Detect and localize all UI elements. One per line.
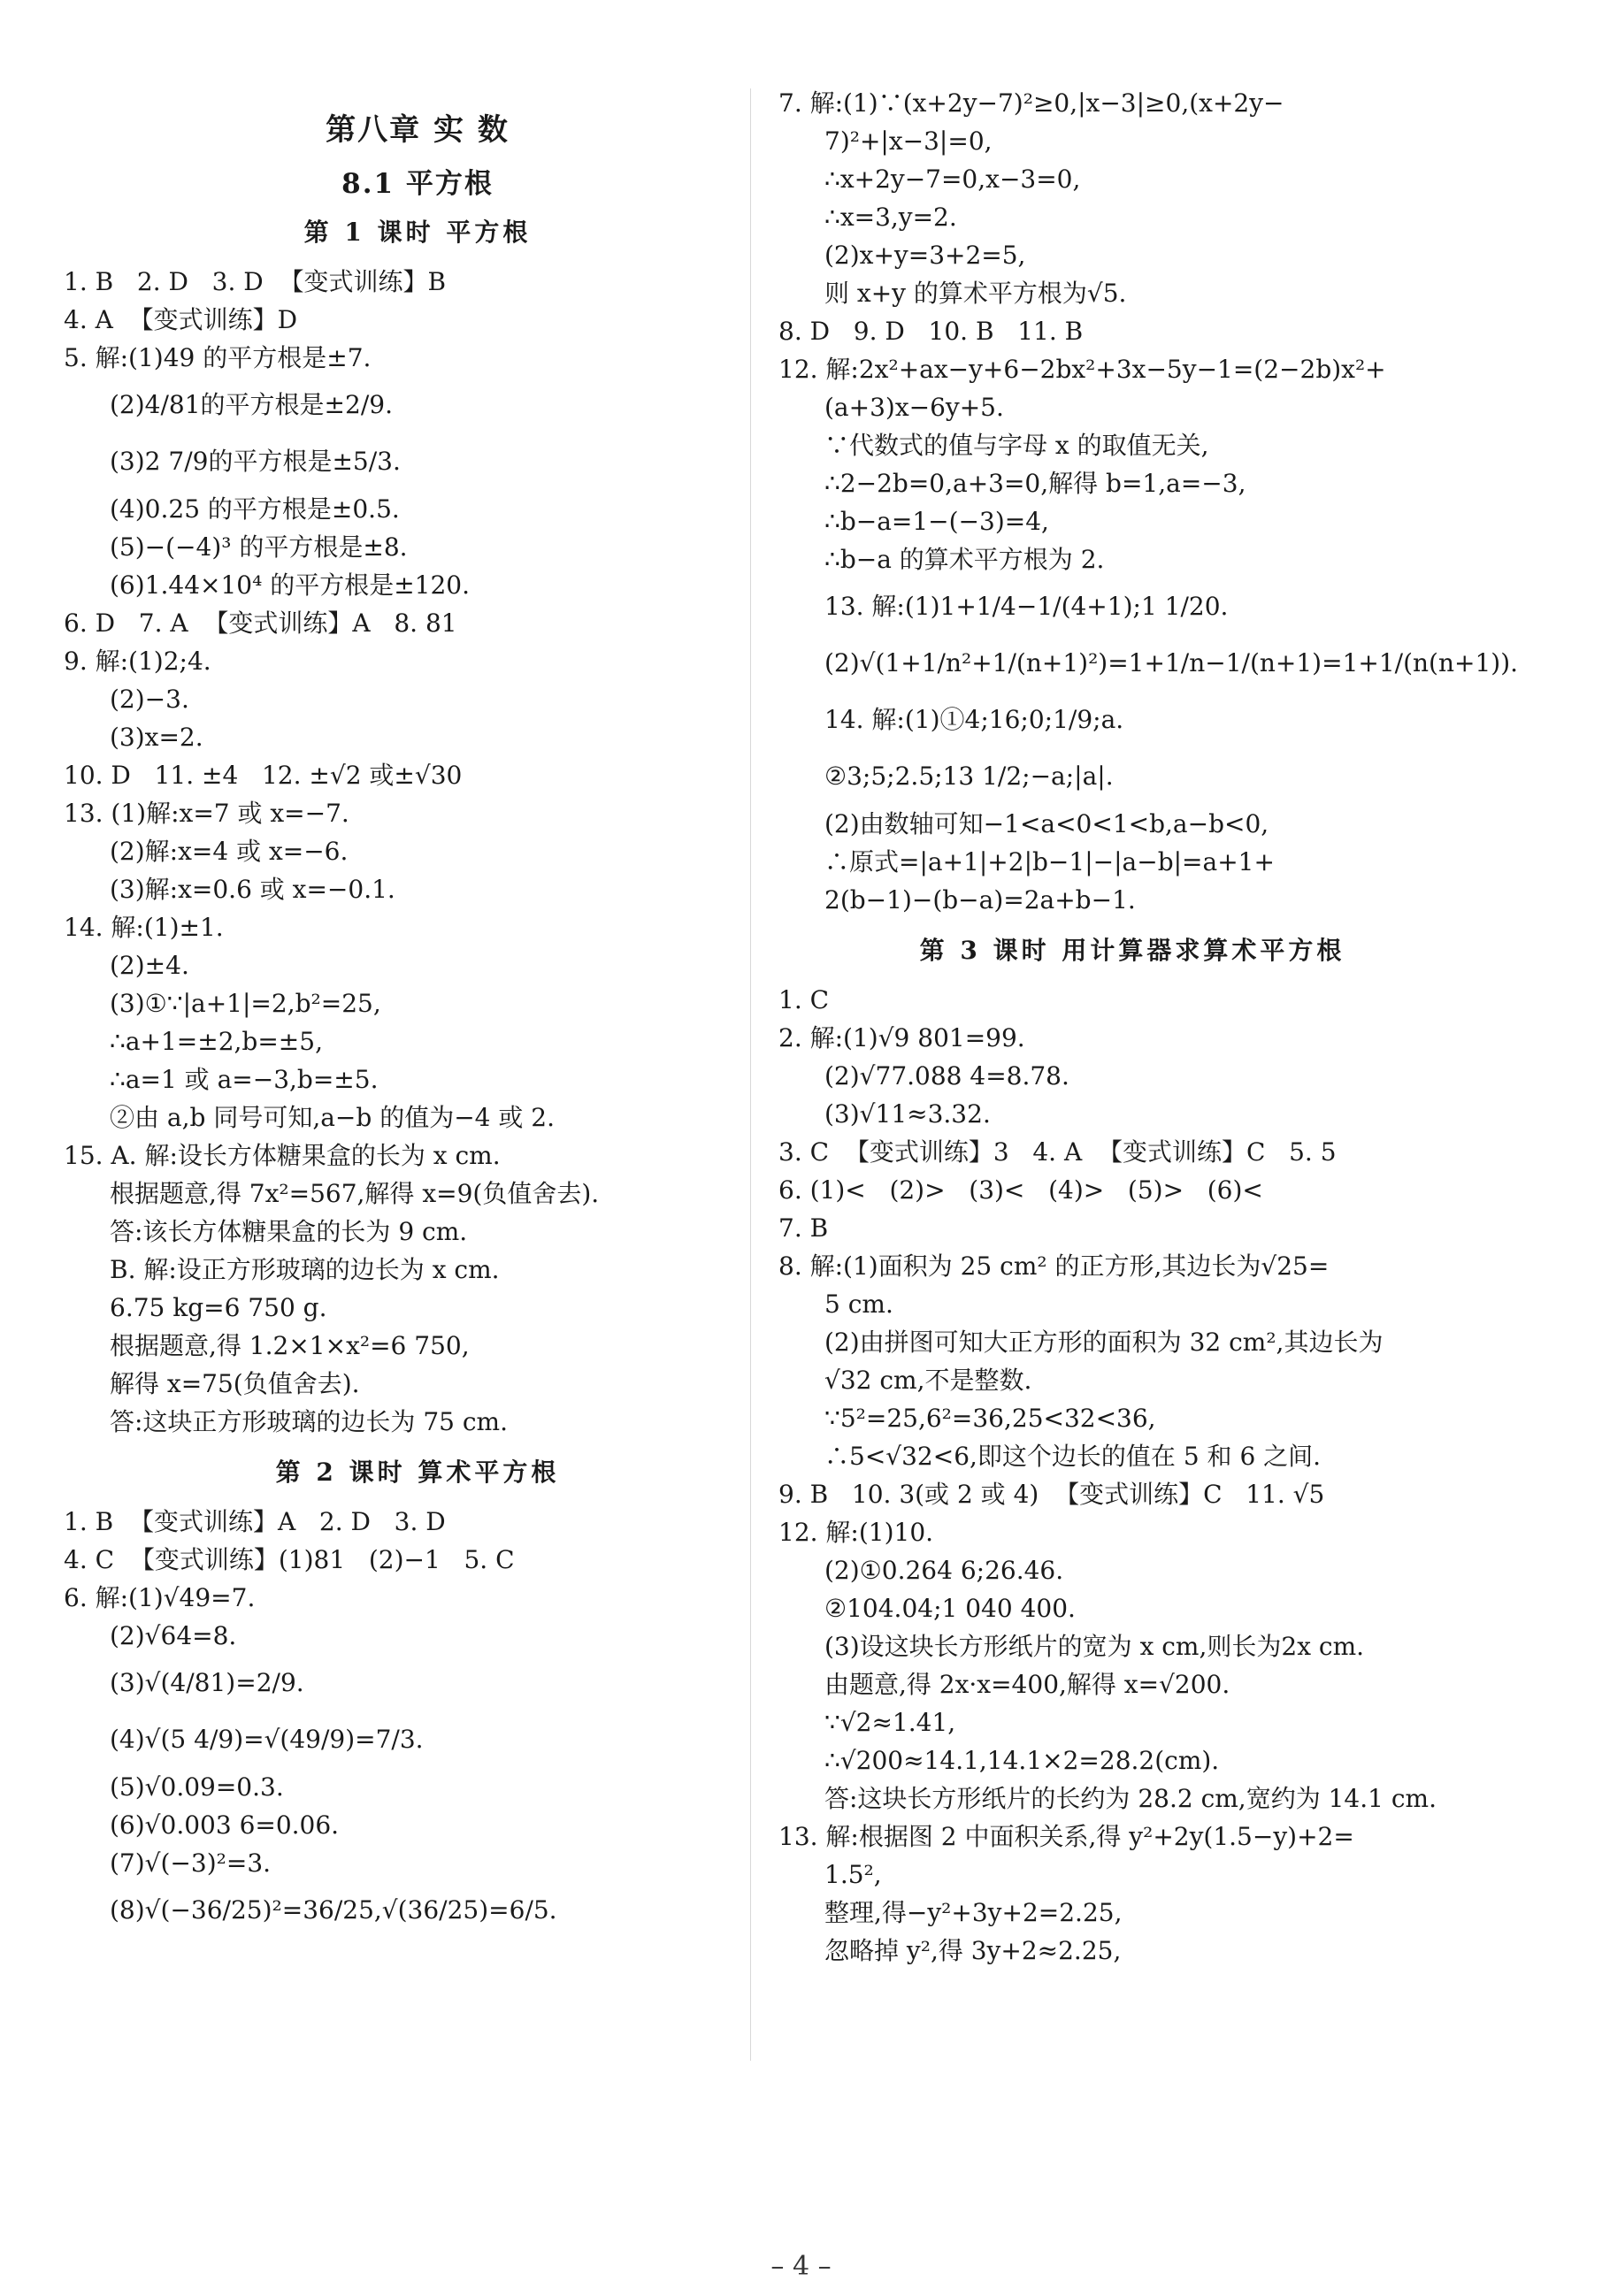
answer-line: ∵√2≈1.41,	[824, 1708, 956, 1737]
answer-line: (2)①0.264 6;26.46.	[824, 1556, 1064, 1585]
answer-line: 15. A. 解:设长方体糖果盒的长为 x cm.	[64, 1141, 501, 1170]
answer-line: (3)①∵|a+1|=2,b²=25,	[110, 989, 381, 1018]
answer-line: ∵代数式的值与字母 x 的取值无关,	[824, 431, 1209, 460]
answer-line: 5 cm.	[824, 1290, 893, 1319]
column-divider	[750, 88, 751, 2061]
answer-line: 13. (1)解:x=7 或 x=−7.	[64, 799, 349, 828]
answer-line: 由题意,得 2x·x=400,解得 x=√200.	[824, 1670, 1230, 1699]
answer-line: 7)²+|x−3|=0,	[824, 126, 993, 156]
answer-line: (2)±4.	[110, 951, 189, 980]
answer-line: B. 解:设正方形玻璃的边长为 x cm.	[110, 1255, 500, 1284]
answer-line: 13. 解:根据图 2 中面积关系,得 y²+2y(1.5−y)+2=	[778, 1822, 1354, 1851]
answer-line: √32 cm,不是整数.	[824, 1366, 1032, 1395]
answer-line: 忽略掉 y²,得 3y+2≈2.25,	[824, 1936, 1122, 1965]
answer-line: ∴x=3,y=2.	[824, 203, 957, 232]
answer-line: ∴a=1 或 a=−3,b=±5.	[110, 1065, 379, 1094]
answer-line: (2)√77.088 4=8.78.	[824, 1061, 1069, 1091]
answer-line: 14. 解:(1)①4;16;0;1/9;a.	[824, 705, 1124, 734]
answer-line: ∴2−2b=0,a+3=0,解得 b=1,a=−3,	[824, 469, 1246, 498]
left-column	[64, 84, 771, 1939]
answer-line: (3)2 7/9的平方根是±5/3.	[110, 447, 401, 476]
page-number: – 4 –	[770, 2251, 832, 2282]
answer-line: 2(b−1)−(b−a)=2a+b−1.	[824, 885, 1136, 915]
answer-line: 1.5²,	[824, 1860, 882, 1889]
answer-line: 12. 解:2x²+ax−y+6−2bx²+3x−5y−1=(2−2b)x²+	[778, 355, 1386, 384]
answer-line: (6)1.44×10⁴ 的平方根是±120.	[110, 570, 471, 600]
answer-line: 6. (1)< (2)> (3)< (4)> (5)> (6)<	[778, 1175, 1263, 1205]
answer-line: 4. A 【变式训练】D	[64, 305, 298, 334]
answer-line: ∵5²=25,6²=36,25<32<36,	[824, 1404, 1156, 1433]
answer-line: 10. D 11. ±4 12. ±√2 或±√30	[64, 761, 463, 790]
answer-line: (2)√64=8.	[110, 1621, 237, 1650]
answer-line: ∴原式=|a+1|+2|b−1|−|a−b|=a+1+	[824, 847, 1275, 876]
answer-line: 整理,得−y²+3y+2=2.25,	[824, 1898, 1123, 1927]
section-title: 8.1 平方根	[341, 168, 494, 200]
answer-line: ∴5<√32<6,即这个边长的值在 5 和 6 之间.	[824, 1442, 1322, 1471]
answer-line: (2)−3.	[110, 685, 189, 714]
answer-line: 9. 解:(1)2;4.	[64, 647, 211, 676]
answer-line: (6)√0.003 6=0.06.	[110, 1810, 340, 1840]
answer-line: ②104.04;1 040 400.	[824, 1594, 1076, 1623]
answer-line: (4)√(5 4/9)=√(49/9)=7/3.	[110, 1725, 424, 1754]
answer-line: 1. C	[778, 985, 830, 1014]
answer-line: 4. C 【变式训练】(1)81 (2)−1 5. C	[64, 1545, 515, 1574]
answer-line: 解得 x=75(负值舍去).	[110, 1369, 360, 1398]
answer-line: (5)−(−4)³ 的平方根是±8.	[110, 532, 408, 562]
answer-line: (2)x+y=3+2=5,	[824, 241, 1026, 270]
answer-line: (3)√11≈3.32.	[824, 1099, 991, 1129]
right-column	[778, 84, 1519, 1970]
answer-line: (4)0.25 的平方根是±0.5.	[110, 494, 400, 524]
answer-line: 14. 解:(1)±1.	[64, 913, 224, 942]
answer-line: (3)x=2.	[110, 723, 203, 752]
answer-line: (3)√(4/81)=2/9.	[110, 1668, 304, 1697]
answer-line: 5. 解:(1)49 的平方根是±7.	[64, 343, 372, 372]
answer-line: (2)√(1+1/n²+1/(n+1)²)=1+1/n−1/(n+1)=1+1/(n(n+1)).	[824, 648, 1519, 677]
answer-line: 3. C 【变式训练】3 4. A 【变式训练】C 5. 5	[778, 1137, 1337, 1167]
answer-line: (7)√(−3)²=3.	[110, 1848, 272, 1878]
answer-line: ∴b−a=1−(−3)=4,	[824, 507, 1049, 536]
lesson-title: 第 2 课时 算术平方根	[275, 1458, 560, 1487]
answer-line: (a+3)x−6y+5.	[824, 393, 1004, 422]
answer-line: 1. B 【变式训练】A 2. D 3. D	[64, 1507, 446, 1536]
answer-line: 6.75 kg=6 750 g.	[110, 1293, 327, 1322]
answer-line: 2. 解:(1)√9 801=99.	[778, 1023, 1025, 1052]
answer-line: (5)√0.09=0.3.	[110, 1772, 284, 1802]
answer-line: 6. D 7. A 【变式训练】A 8. 81	[64, 608, 457, 638]
answer-line: 则 x+y 的算术平方根为√5.	[824, 279, 1127, 308]
answer-line: 9. B 10. 3(或 2 或 4) 【变式训练】C 11. √5	[778, 1480, 1325, 1509]
answer-line: (2)4/81的平方根是±2/9.	[110, 390, 393, 419]
answer-line: 答:这块正方形玻璃的边长为 75 cm.	[110, 1407, 508, 1436]
answer-line: 7. B	[778, 1213, 829, 1243]
answer-line: 13. 解:(1)1+1/4−1/(4+1);1 1/20.	[824, 592, 1229, 621]
answer-line: (2)解:x=4 或 x=−6.	[110, 837, 349, 866]
answer-line: (3)解:x=0.6 或 x=−0.1.	[110, 875, 395, 904]
answer-line: 12. 解:(1)10.	[778, 1518, 934, 1547]
answer-line: 答:该长方体糖果盒的长为 9 cm.	[110, 1217, 468, 1246]
answer-line: (2)由拼图可知大正方形的面积为 32 cm²,其边长为	[824, 1328, 1384, 1357]
answer-line: ∴x+2y−7=0,x−3=0,	[824, 165, 1081, 194]
chapter-title: 第八章 实 数	[326, 112, 510, 148]
lesson-title: 第 3 课时 用计算器求算术平方根	[919, 936, 1345, 965]
answer-line: 1. B 2. D 3. D 【变式训练】B	[64, 267, 447, 296]
answer-line: 答:这块长方形纸片的长约为 28.2 cm,宽约为 14.1 cm.	[824, 1784, 1437, 1813]
answer-line: (3)设这块长方形纸片的宽为 x cm,则长为2x cm.	[824, 1632, 1365, 1661]
answer-line: ∴b−a 的算术平方根为 2.	[824, 545, 1105, 574]
answer-line: 8. 解:(1)面积为 25 cm² 的正方形,其边长为√25=	[778, 1251, 1330, 1281]
answer-line: 6. 解:(1)√49=7.	[64, 1583, 256, 1612]
answer-line: ∴a+1=±2,b=±5,	[110, 1027, 323, 1056]
answer-line: ②3;5;2.5;13 1/2;−a;|a|.	[824, 762, 1114, 791]
answer-line: (2)由数轴可知−1<a<0<1<b,a−b<0,	[824, 809, 1269, 838]
answer-line: ∴√200≈14.1,14.1×2=28.2(cm).	[824, 1746, 1220, 1775]
answer-line: 根据题意,得 1.2×1×x²=6 750,	[110, 1331, 470, 1360]
answer-line: 根据题意,得 7x²=567,解得 x=9(负值舍去).	[110, 1179, 600, 1208]
answer-line: ②由 a,b 同号可知,a−b 的值为−4 或 2.	[110, 1103, 555, 1132]
answer-line: (8)√(−36/25)²=36/25,√(36/25)=6/5.	[110, 1895, 557, 1925]
answer-line: 8. D 9. D 10. B 11. B	[778, 317, 1084, 346]
answer-line: 7. 解:(1)∵(x+2y−7)²≥0,|x−3|≥0,(x+2y−	[778, 88, 1284, 118]
lesson-title: 第 1 课时 平方根	[303, 218, 532, 247]
